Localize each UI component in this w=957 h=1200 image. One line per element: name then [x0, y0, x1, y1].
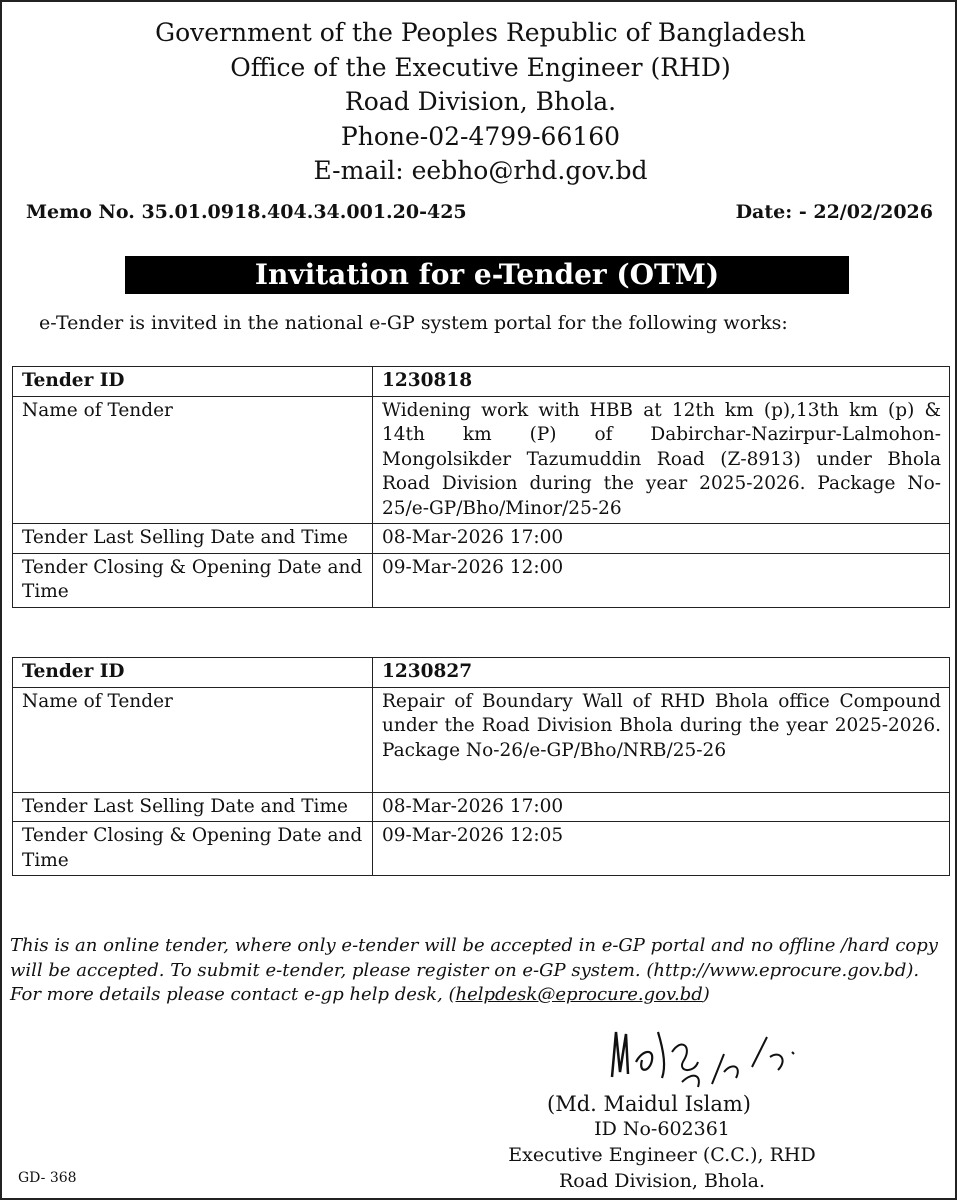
table-row [13, 687, 950, 792]
table-row [13, 792, 950, 822]
tender-id-value: 1230818 [373, 367, 950, 397]
tender-id-label: Tender ID [13, 367, 373, 397]
tender-table-1 [12, 366, 950, 608]
signature-block [482, 1116, 842, 1194]
intro-text: e-Tender is invited in the national e-GP system portal for the following works: [39, 312, 788, 334]
memo-date: Date: - 22/02/2026 [735, 201, 933, 223]
header-government: Government of the Peoples Republic of Bangladesh [155, 18, 806, 47]
memo-number: Memo No. 35.01.0918.404.34.001.20-425 [26, 201, 467, 223]
tender-name-label: Name of Tender [13, 396, 373, 524]
header-phone: Phone-02-4799-66160 [340, 121, 621, 151]
closing-date-value: 09-Mar-2026 12:00 [373, 553, 950, 607]
note-helpdesk-prefix: For more details please contact e-gp help desk, ( [10, 984, 456, 1005]
table-row [13, 658, 950, 688]
header-office: Office of the Executive Engineer (RHD) [230, 52, 731, 82]
letterhead [2, 16, 957, 189]
signatory-designation: Executive Engineer (C.C.), RHD [508, 1144, 816, 1166]
table-row [13, 524, 950, 554]
tender-id-label: Tender ID [13, 658, 373, 688]
closing-date-label: Tender Closing & Opening Date and Time [13, 553, 373, 607]
signature-scribble [602, 1012, 822, 1102]
tender-name-value: Widening work with HBB at 12th km (p),13th km (p) & 14th km (P) of Dabirchar-Nazirpur-Lalmohon-Mongolsikder Tazumuddin Road (Z-8913) under Bhola Road Division during the year 2025-2026. Package No-25/e-GP/Bho/Minor/25-26 [373, 396, 950, 524]
header-division: Road Division, Bhola. [344, 87, 617, 116]
tender-name-label: Name of Tender [13, 687, 373, 792]
tender-name-value: Repair of Boundary Wall of RHD Bhola office Compound under the Road Division Bhola during the year 2025-2026. Package No-26/e-GP/Bho/NRB/25-26 [373, 687, 950, 792]
closing-date-label: Tender Closing & Opening Date and Time [13, 822, 373, 876]
selling-date-value: 08-Mar-2026 17:00 [373, 792, 950, 822]
header-email: E-mail: eebho@rhd.gov.bd [313, 156, 648, 185]
page-title: Invitation for e-Tender (OTM) [125, 256, 849, 294]
helpdesk-email-link[interactable]: helpdesk@eprocure.gov.bd [455, 984, 703, 1005]
table-row [13, 367, 950, 397]
signatory-office: Road Division, Bhola. [558, 1170, 766, 1192]
table-row [13, 553, 950, 607]
note-text: This is an online tender, where only e-tender will be accepted in e-GP portal and no offline /hard copy will be accepted. To submit e-tender, please register on e-GP system. (http://www.eprocure.gov.bd). [10, 935, 938, 981]
tender-table-2 [12, 657, 950, 876]
tender-id-value: 1230827 [373, 658, 950, 688]
selling-date-value: 08-Mar-2026 17:00 [373, 524, 950, 554]
closing-date-value: 09-Mar-2026 12:05 [373, 822, 950, 876]
table-row [13, 822, 950, 876]
note-helpdesk-suffix: ) [702, 984, 710, 1005]
signatory-id: ID No-602361 [594, 1118, 730, 1140]
online-tender-note [10, 934, 946, 1008]
table-row [13, 396, 950, 524]
footer-code: GD- 368 [18, 1170, 77, 1186]
signatory-name: (Md. Maidul Islam) [547, 1092, 752, 1116]
selling-date-label: Tender Last Selling Date and Time [13, 524, 373, 554]
selling-date-label: Tender Last Selling Date and Time [13, 792, 373, 822]
